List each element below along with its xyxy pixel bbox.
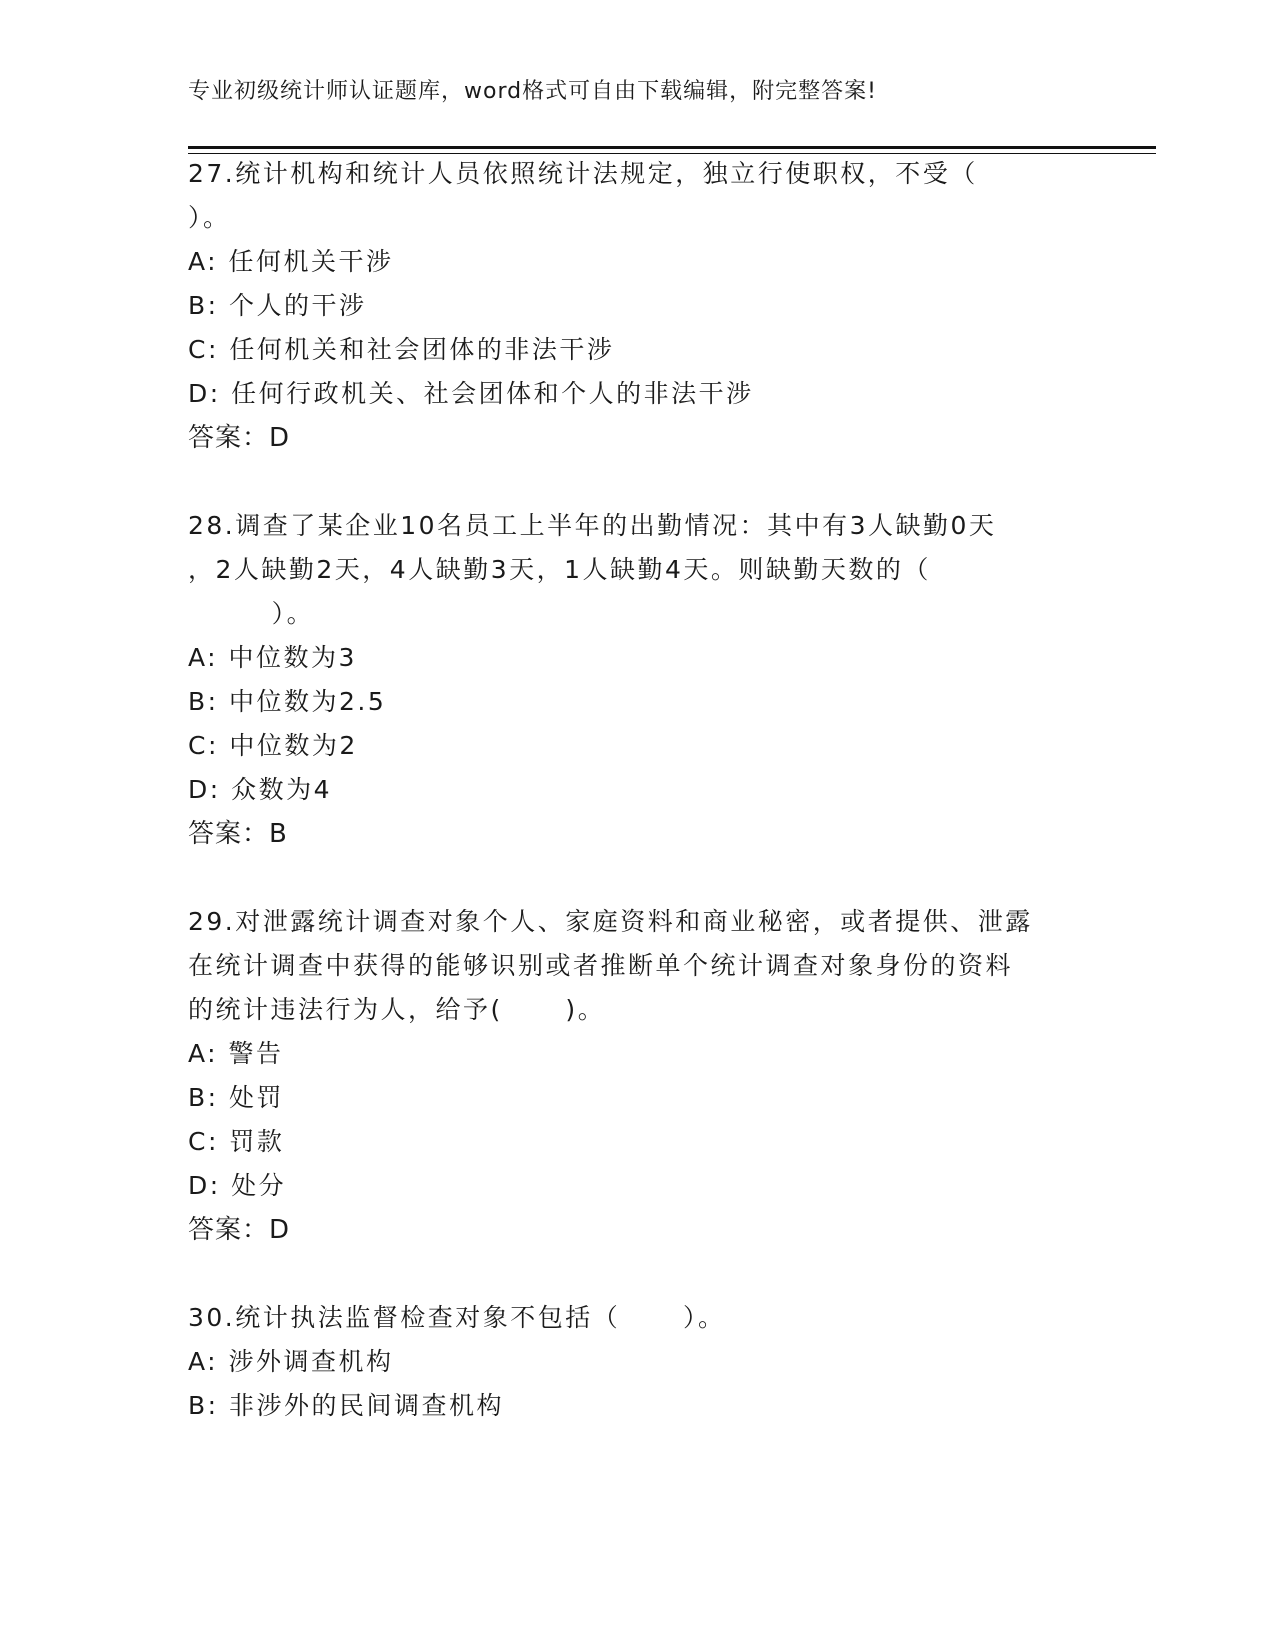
question-28-stem-line-3: ）。 xyxy=(188,599,315,628)
question-30-stem-line-1: 30.统计执法监督检查对象不包括（ ）。 xyxy=(188,1303,726,1332)
question-27-option-c: C: 任何机关和社会团体的非法干涉 xyxy=(188,335,615,364)
question-27-option-b: B: 个人的干涉 xyxy=(188,291,367,320)
question-29-stem-line-3: 的统计违法行为人，给予( )。 xyxy=(188,995,606,1024)
question-29-option-d: D: 处分 xyxy=(188,1171,287,1200)
question-29-option-b: B: 处罚 xyxy=(188,1083,285,1112)
question-27-option-d: D: 任何行政机关、社会团体和个人的非法干涉 xyxy=(188,379,754,408)
question-27-option-a: A: 任何机关干涉 xyxy=(188,247,394,276)
question-27-stem-line-1: 27.统计机构和统计人员依照统计法规定，独立行使职权，不受（ xyxy=(188,159,978,188)
question-28-stem-line-1: 28.调查了某企业10名员工上半年的出勤情况：其中有3人缺勤0天 xyxy=(188,511,997,540)
question-27-stem-line-2: ）。 xyxy=(188,203,231,232)
question-30-option-b: B: 非涉外的民间调查机构 xyxy=(188,1391,505,1420)
question-28-option-d: D: 众数为4 xyxy=(188,775,333,804)
question-29-answer: 答案：D xyxy=(188,1215,291,1245)
header-divider xyxy=(188,146,1156,154)
question-28-stem-line-2: ，2人缺勤2天，4人缺勤3天，1人缺勤4天。则缺勤天数的（ xyxy=(188,555,931,584)
page-header: 专业初级统计师认证题库，word格式可自由下载编辑，附完整答案! xyxy=(188,79,877,104)
question-29-stem-line-1: 29.对泄露统计调查对象个人、家庭资料和商业秘密，或者提供、泄露 xyxy=(188,907,1033,936)
question-28-option-b: B: 中位数为2.5 xyxy=(188,687,387,716)
question-27-answer: 答案：D xyxy=(188,423,291,453)
question-30-option-a: A: 涉外调查机构 xyxy=(188,1347,394,1376)
question-29-stem-line-2: 在统计调查中获得的能够识别或者推断单个统计调查对象身份的资料 xyxy=(188,951,1014,980)
question-28-option-a: A: 中位数为3 xyxy=(188,643,357,672)
question-29-option-c: C: 罚款 xyxy=(188,1127,285,1156)
question-28-option-c: C: 中位数为2 xyxy=(188,731,358,760)
question-28-answer: 答案：B xyxy=(188,819,288,849)
question-29-option-a: A: 警告 xyxy=(188,1039,284,1068)
